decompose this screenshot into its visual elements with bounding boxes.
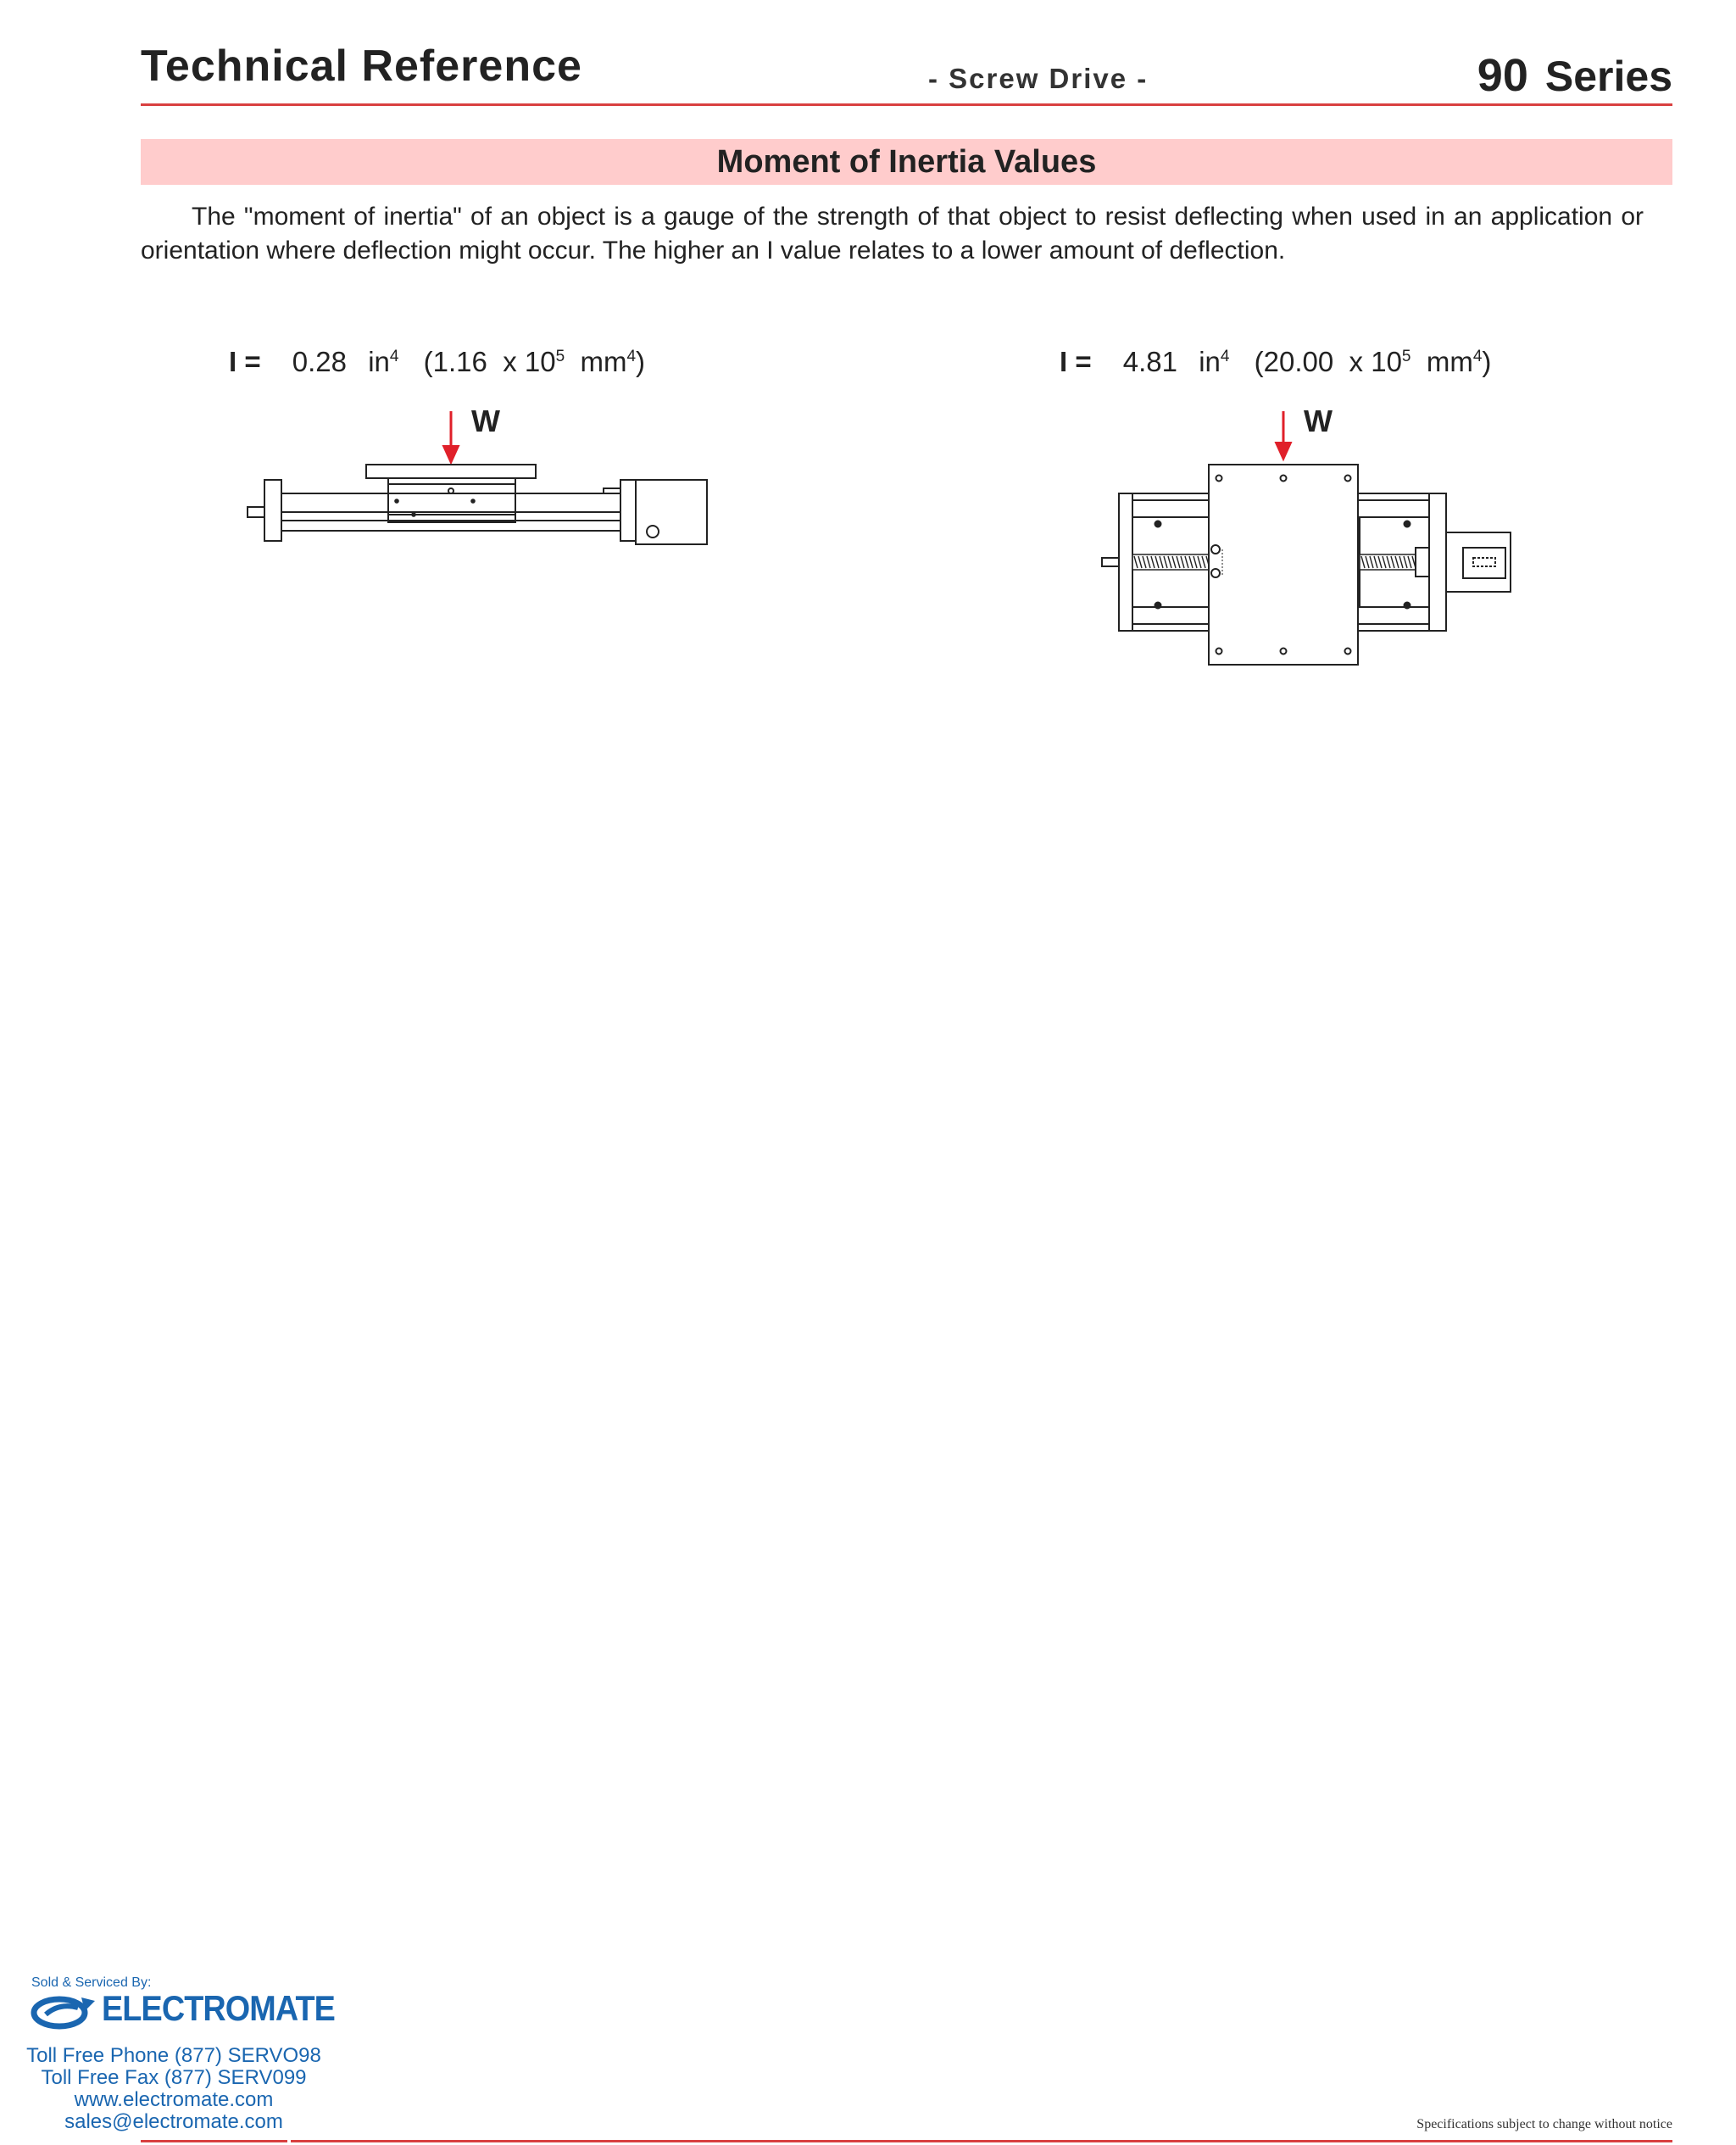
formula-right-metric [1255, 346, 1492, 377]
formula-left-label: I = [229, 346, 261, 377]
formula-right-unit-exp: 4 [1220, 348, 1230, 365]
input-shaft [248, 507, 264, 517]
email-link[interactable]: sales@electromate.com [64, 2110, 283, 2133]
website-link[interactable]: www.electromate.com [74, 2088, 274, 2111]
load-label-right: W [1304, 404, 1333, 438]
formula-right-unit-base: in [1199, 346, 1221, 377]
right-end-block [620, 480, 636, 541]
formula-left-metric [424, 346, 645, 377]
formula-right-metric-unit: mm [1426, 346, 1473, 377]
page-subtitle: - Screw Drive - [928, 63, 1149, 94]
formula-right-metric-value: (20.00 [1254, 346, 1334, 377]
footer-divider-left [141, 2140, 287, 2142]
page-title: Technical Reference [141, 42, 582, 91]
series-label: Series [1544, 53, 1672, 100]
formula-right-unit [1199, 346, 1229, 377]
load-label-left: W [471, 404, 500, 438]
motor-mount [1446, 532, 1511, 592]
toll-free-fax: Toll Free Fax (877) SERV099 [41, 2066, 307, 2089]
section-title: Moment of Inertia Values [716, 144, 1097, 180]
frame-left-end [1119, 493, 1132, 631]
bearing-block [1416, 548, 1429, 577]
header-divider [141, 103, 1672, 106]
disclaimer-note: Specifications subject to change without notice [1416, 2117, 1672, 2131]
formula-left-times: x 10 [503, 346, 556, 377]
formula-right-label: I = [1060, 346, 1092, 377]
load-arrow-left-head [443, 446, 459, 463]
base-rail [281, 493, 620, 521]
load-arrow-right-head [1276, 443, 1291, 460]
sold-by-label: Sold & Serviced By: [31, 1975, 152, 1990]
formula-left-metric-unit: mm [580, 346, 627, 377]
formula-left-metric-exp: 4 [626, 348, 637, 365]
frame-right-end [1429, 493, 1446, 631]
formula-left-value: 0.28 [292, 346, 348, 377]
formula-left-metric-value: (1.16 [423, 346, 487, 377]
formula-right [1060, 346, 1491, 378]
formula-right-times-exp: 5 [1401, 348, 1411, 365]
electromate-logo-icon [31, 1992, 98, 2030]
series-number: 90 [1477, 50, 1528, 101]
series-heading [1477, 49, 1672, 102]
contact-block [17, 2045, 331, 2133]
motor-body [636, 480, 707, 544]
toll-free-phone: Toll Free Phone (877) SERVO98 [26, 2044, 321, 2067]
left-end-block [264, 480, 281, 541]
formula-right-times: x 10 [1349, 346, 1402, 377]
formula-left-unit-base: in [368, 346, 390, 377]
formula-right-close: ) [1482, 346, 1492, 377]
formula-left-unit [368, 346, 398, 377]
section-band [141, 139, 1672, 185]
formula-left [229, 346, 645, 378]
motor-connector [647, 526, 659, 538]
formula-left-close: ) [636, 346, 646, 377]
footer-divider-right [291, 2140, 1672, 2142]
intro-paragraph [141, 200, 1644, 268]
actuator-side-view-diagram [237, 398, 721, 551]
top-input-shaft [1102, 558, 1119, 566]
brand-name: ELECTROMATE [102, 1988, 335, 2028]
formula-left-unit-exp: 4 [389, 348, 399, 365]
formula-right-value: 4.81 [1122, 346, 1178, 377]
carriage-plate-top [1209, 465, 1358, 665]
formula-right-metric-exp: 4 [1472, 348, 1483, 365]
intro-text: The "moment of inertia" of an object is a gauge of the strength of that object to resist deflecting when used in an application or orientation where deflection might occur. The higher an I value relates to a lower amount of deflection. [141, 203, 1644, 265]
actuator-top-view-diagram [1093, 398, 1534, 678]
formula-left-times-exp: 5 [555, 348, 565, 365]
carriage-top-plate [366, 465, 536, 478]
